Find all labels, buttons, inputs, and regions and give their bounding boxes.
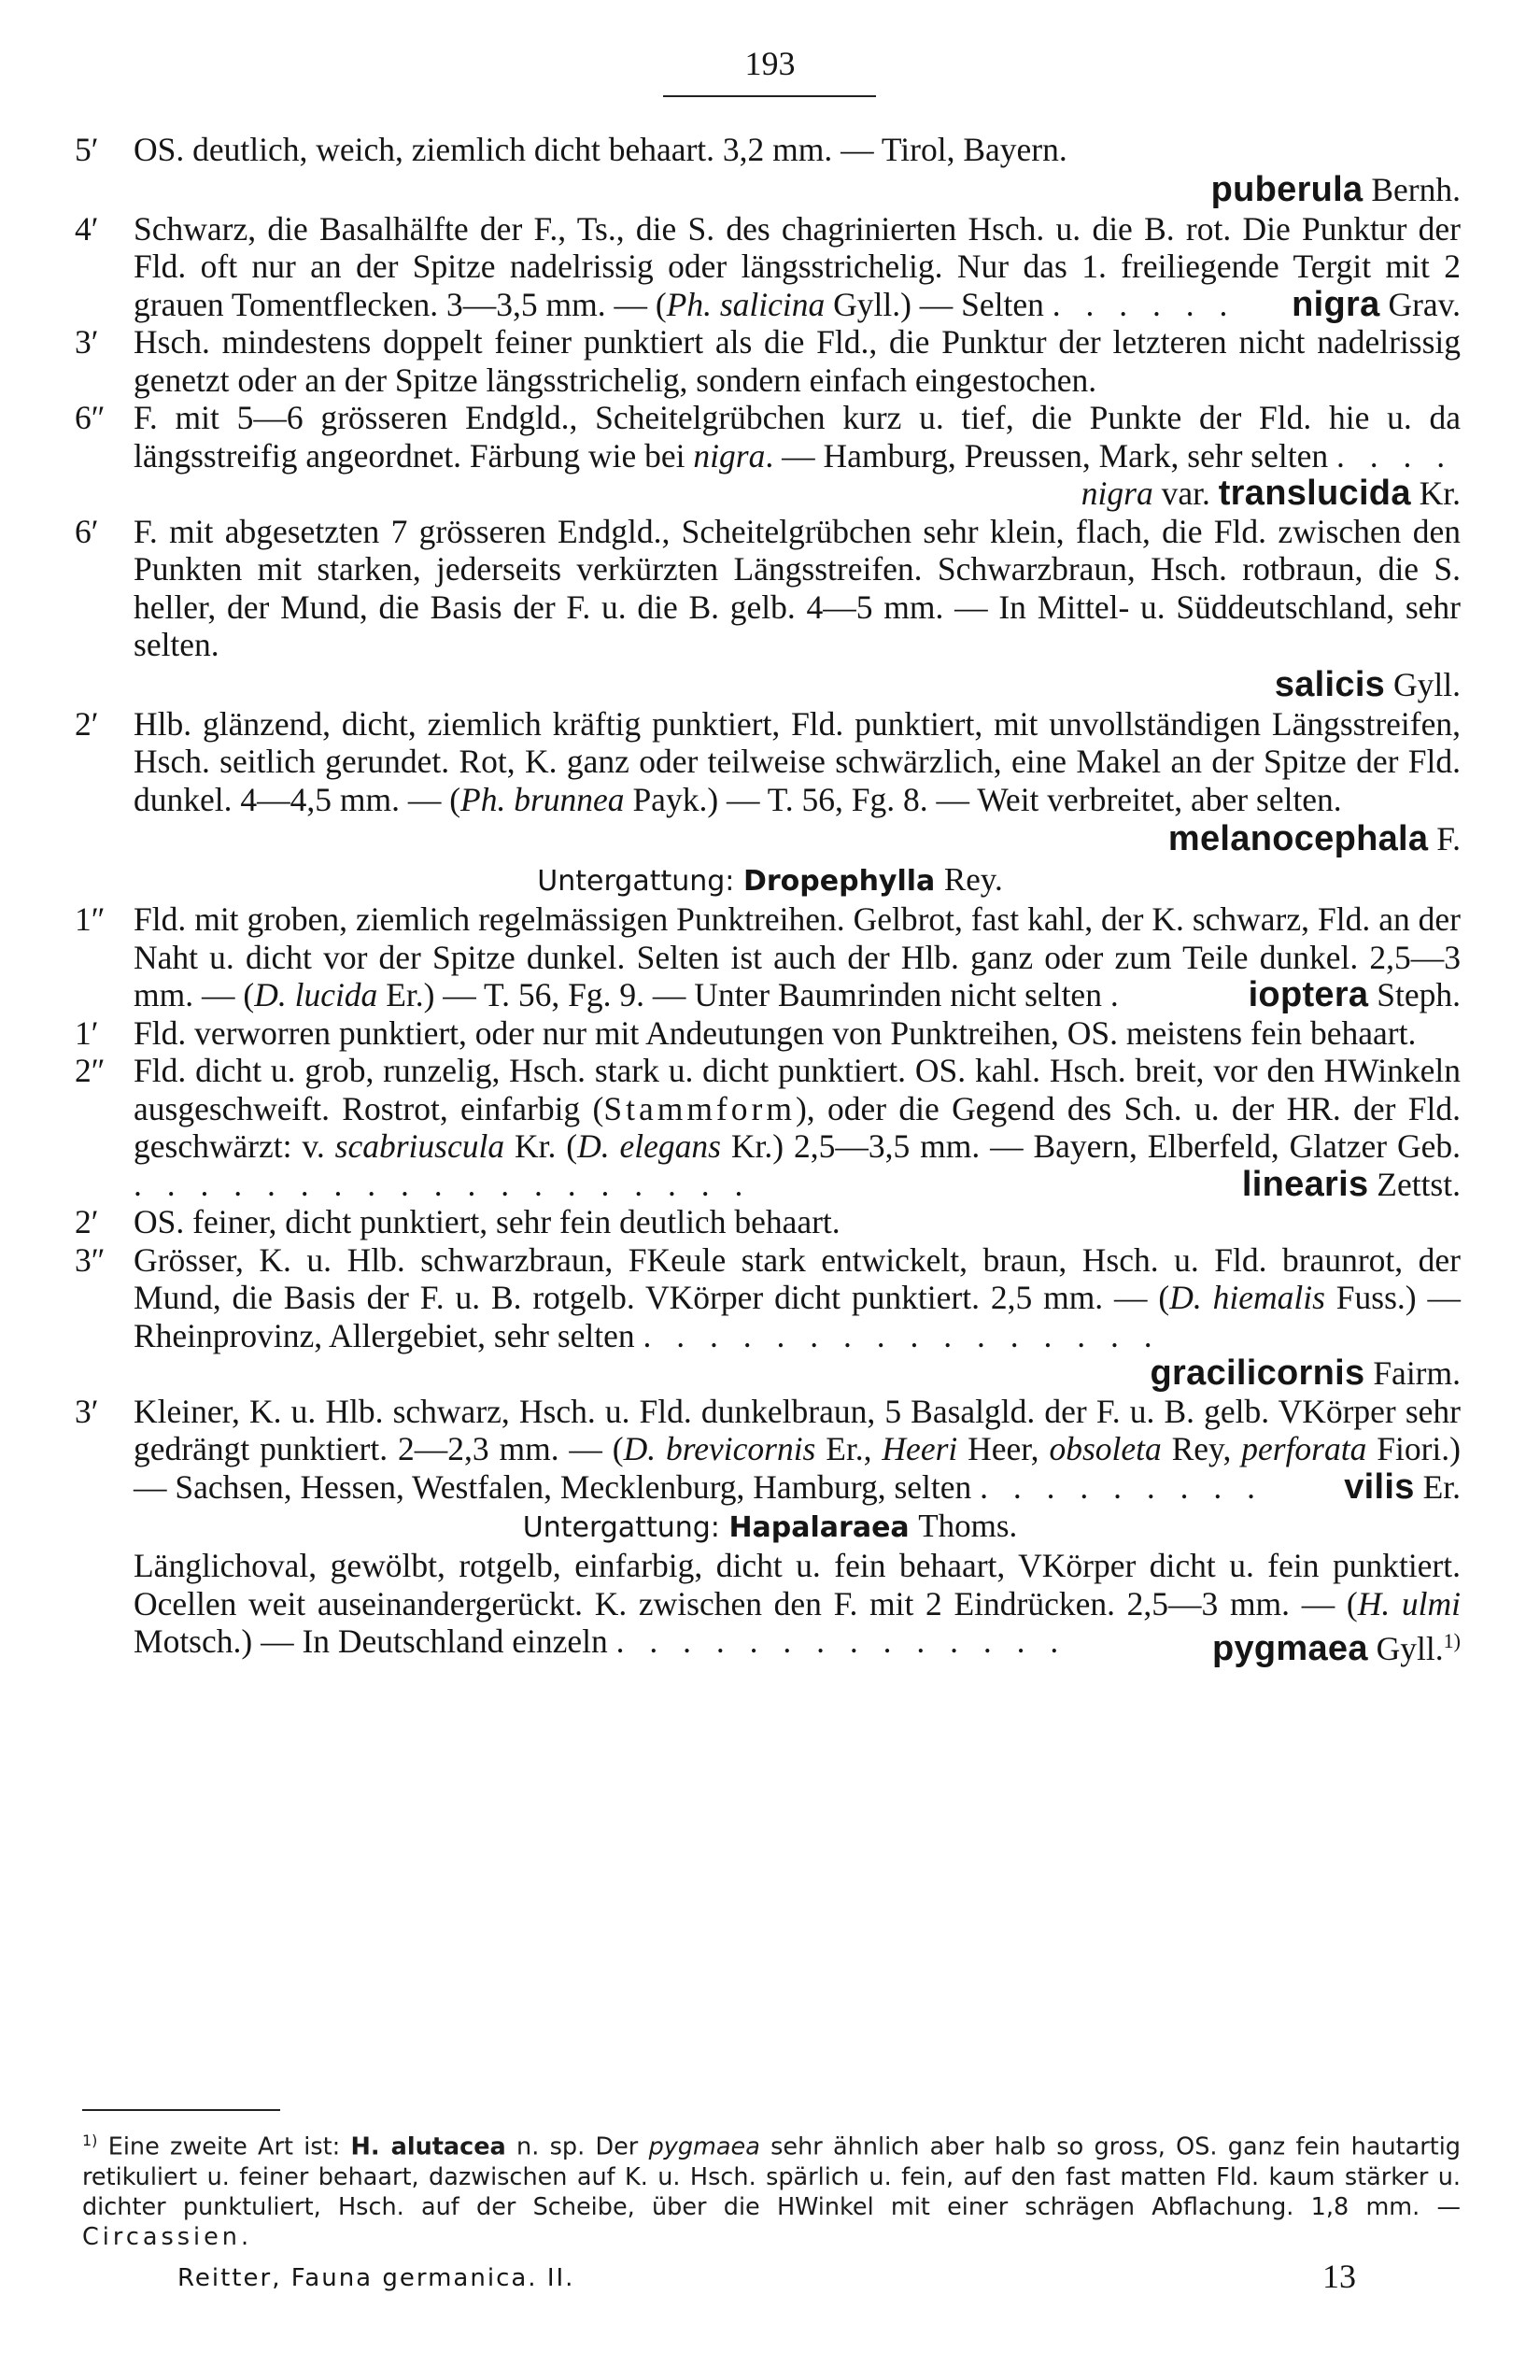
key-entry-2 xyxy=(0,705,1540,819)
couplet-marker: 6″ xyxy=(75,399,106,436)
subgenus-name: Hapalaraea xyxy=(728,1511,910,1544)
synonym: perforata xyxy=(1241,1430,1367,1467)
synonym: H. ulmi xyxy=(1357,1584,1462,1622)
footnote-text: n. sp. Der xyxy=(505,2132,649,2161)
footnote-mark: 1) xyxy=(82,2132,98,2149)
species-name: nigra xyxy=(1292,284,1380,324)
synonym: Ph. brunnea xyxy=(460,780,625,818)
species-line xyxy=(1242,1166,1461,1204)
locality: Circassien xyxy=(82,2222,241,2251)
species-name: salicis xyxy=(1274,664,1386,704)
synonym: obsoleta xyxy=(1049,1430,1162,1467)
entry-text: Fld. mit groben, ziemlich regelmässigen Punktreihen. Gelbrot, fast kahl, der K. schwarz, Fld. an der Naht u. dicht vor der Spitze dunkel. Selten ist auch der Hlb. ganz oder zum Teile dunkel. 2,5—3 mm. — ( xyxy=(134,900,1461,1013)
species-line xyxy=(1344,1468,1461,1507)
species-reference: nigra xyxy=(693,436,766,475)
synonym: D. elegans xyxy=(577,1127,721,1165)
species-author: Bernh. xyxy=(1371,170,1461,208)
entry-text: Payk.) — T. 56, Fg. 8. — Weit verbreitet, aber selten. xyxy=(624,780,1342,818)
dot-leader: . . . . . . . . . . . . . . . . . . . xyxy=(134,1165,752,1203)
footnote xyxy=(82,2126,1461,2252)
synonym: Ph. salicina xyxy=(666,285,826,323)
entry-text: ), oder die Gegend des Sch. u. der HR. der Fld. geschwärzt: v. xyxy=(134,1089,1461,1165)
entry-text: Grösser, K. u. Hlb. schwarzbraun, FKeule stark entwickelt, braun, Hsch. u. Fld. braunrot, der Mund, die Basis der F. u. B. rotgelb. VKörper dicht punktiert. 2,5 mm. — ( xyxy=(134,1240,1461,1316)
entry-text: Kr. ( xyxy=(504,1127,578,1165)
species-author: Gyll. xyxy=(1393,665,1461,703)
species-line xyxy=(1292,286,1461,324)
subgenus-name: Dropephylla xyxy=(742,865,936,898)
dot-leader: . xyxy=(1109,976,1127,1013)
species-author: Zettst. xyxy=(1377,1165,1461,1203)
key-entry-4 xyxy=(0,210,1540,324)
key-entry-6a xyxy=(0,399,1540,513)
synonym: D. lucida xyxy=(254,976,378,1013)
species-author: Er. xyxy=(1422,1467,1461,1506)
subgenus-author: Rey. xyxy=(943,861,1003,898)
entry-text: Hsch. mindestens doppelt feiner punktiert als die Fld., die Punktur der letzteren nicht nadelrissig genetzt oder an der Spitze längsstrichelig, sondern einfach eingestochen. xyxy=(134,323,1461,399)
species-author: Grav. xyxy=(1388,285,1461,323)
entry-text: Kr.) 2,5—3,5 mm. — Bayern, Elberfeld, Glatzer Geb. xyxy=(720,1127,1461,1165)
entry-text: Motsch.) — In Deutschland einzeln xyxy=(134,1622,608,1660)
species-name: translucida xyxy=(1218,474,1411,513)
key-entry-3 xyxy=(0,323,1540,399)
species-reference: pygmaea xyxy=(648,2132,760,2161)
entry-text: Kleiner, K. u. Hlb. schwarz, Hsch. u. Fld. dunkelbraun, 5 Basalgld. der F. u. B. gelb. VKörper sehr gedrängt punktiert. 2—2,3 mm. — ( xyxy=(134,1392,1461,1467)
synonym: D. brevicornis xyxy=(623,1430,816,1467)
new-species-name: H. alutacea xyxy=(350,2132,506,2161)
entry-text: Heer, xyxy=(957,1430,1050,1467)
dot-leader: . . . . . . xyxy=(1052,285,1236,323)
species-author: Steph. xyxy=(1377,976,1461,1013)
species-name: gracilicornis xyxy=(1150,1353,1365,1393)
footnote-rule xyxy=(82,2109,280,2111)
entry-text: Gyll.) — Selten xyxy=(825,285,1044,323)
key-entry-d2a xyxy=(0,1052,1540,1203)
key-entry-d1a xyxy=(0,900,1540,1014)
couplet-marker: 1′ xyxy=(75,1013,99,1052)
page-number: 193 xyxy=(744,45,796,82)
entry-text: OS. feiner, dicht punktiert, sehr fein deutlich behaart. xyxy=(134,1203,841,1240)
key-entry-d2b xyxy=(0,1203,1540,1241)
dot-leader: . . . . xyxy=(1335,436,1454,475)
subgenus-heading xyxy=(0,859,1540,900)
variety-label: var. xyxy=(1152,475,1210,512)
species-line xyxy=(1249,976,1461,1014)
footnote-reference: 1) xyxy=(1443,1629,1461,1652)
entry-text: F. mit 5—6 grösseren Endgld., Scheitelgrübchen kurz u. tief, die Punkte der Fld. hie u. da längsstreifig angeordnet. Färbung wie bei xyxy=(134,399,1461,475)
key-entries xyxy=(0,131,1540,1667)
species-line xyxy=(1081,475,1461,513)
entry-text: OS. deutlich, weich, ziemlich dicht behaart. 3,2 mm. — Tirol, Bayern. xyxy=(134,131,1067,168)
species-name: puberula xyxy=(1210,169,1363,209)
key-entry-5 xyxy=(0,131,1540,169)
species-author: Gyll. xyxy=(1376,1629,1444,1667)
synonym: Heeri xyxy=(882,1430,958,1467)
subgenus-heading xyxy=(0,1506,1540,1547)
entry-text: Rey, xyxy=(1161,1430,1242,1467)
variety-name: scabriuscula xyxy=(334,1127,505,1165)
entry-text: Fld. dicht u. grob, runzelig, Hsch. stark u. dicht punktiert. OS. kahl. Hsch. breit, vor den HWinkeln ausgeschweift. Rostrot, einfarbig ( xyxy=(134,1052,1461,1127)
book-signature: Reitter, Fauna germanica. II. xyxy=(177,2264,575,2292)
entry-text: . — Hamburg, Preussen, Mark, sehr selten xyxy=(765,436,1329,475)
dot-leader: . . . . . . . . . xyxy=(980,1467,1264,1506)
dot-leader: . . . . . . . . . . . . . . xyxy=(615,1622,1067,1660)
couplet-marker: 3″ xyxy=(75,1240,106,1279)
couplet-marker: 2″ xyxy=(75,1052,106,1089)
entry-text: Schwarz, die Basalhälfte der F., Ts., die S. des chagrinierten Hsch. u. die B. rot. Die Punktur der Fld. oft nur an der Spitze nadelrissig oder längsstrichelig. Nur das 1. freiliegende Tergit mit 2 grauen Tomentflecken. 3—3,5 mm. — ( xyxy=(134,209,1461,323)
sheet-number: 13 xyxy=(1322,2258,1356,2295)
couplet-marker: 2′ xyxy=(75,704,99,743)
couplet-marker: 3′ xyxy=(75,323,99,361)
subgenus-label: Untergattung: xyxy=(537,865,735,898)
species-name: vilis xyxy=(1344,1466,1415,1507)
spaced-term: Stammform xyxy=(603,1089,796,1127)
species-name: linearis xyxy=(1241,1164,1369,1204)
footnote-text: Eine zweite Art ist: xyxy=(97,2132,351,2161)
species-name: melanocephala xyxy=(1167,819,1429,858)
species-name: pygmaea xyxy=(1211,1628,1368,1668)
entry-text: Er., xyxy=(815,1430,883,1467)
couplet-marker: 3′ xyxy=(75,1392,99,1430)
species-line xyxy=(0,169,1540,210)
hapalaraea-description xyxy=(0,1547,1540,1667)
key-entry-d1b xyxy=(0,1014,1540,1053)
species-author: Kr. xyxy=(1419,475,1461,512)
couplet-marker: 4′ xyxy=(75,209,99,248)
key-entry-d3a xyxy=(0,1241,1540,1393)
entry-text: Hlb. glänzend, dicht, ziemlich kräftig punktiert, Fld. punktiert, mit unvollständigen Längsstreifen, Hsch. seitlich gerundet. Rot, K. ganz oder teilweise schwärzlich, eine Makel an der Spitze der Fld. dunkel. 4—4,5 mm. — ( xyxy=(134,704,1461,818)
subgenus-label: Untergattung: xyxy=(522,1511,720,1544)
entry-text: Er.) — T. 56, Fg. 9. — Unter Baumrinden nicht selten xyxy=(377,976,1102,1013)
couplet-marker: 6′ xyxy=(75,512,99,550)
dot-leader: . . . . . . . . . . . . . . . . xyxy=(643,1316,1161,1354)
species-line xyxy=(1151,1354,1461,1393)
entry-text: Länglichoval, gewölbt, rotgelb, einfarbig, dicht u. fein behaart, VKörper dicht u. fein punktiert. Ocellen weit auseinandergerückt. K. zwischen den F. mit 2 Eindrücken. 2,5—3 mm. — ( xyxy=(134,1547,1461,1622)
footnote-text: sehr ähnlich aber halb so gross, OS. ganz fein hautartig retikuliert u. feiner behaart, dazwischen auf K. u. Hsch. spärlich u. fein, auf den fast matten Fld. kaum stärker u. dichter punktuliert, Hsch. auf der Scheibe, über die HWinkel mit einer schrägen Abflachung. 1,8 mm. — xyxy=(82,2132,1461,2221)
species-line xyxy=(0,664,1540,705)
species-author: Fairm. xyxy=(1373,1354,1461,1392)
species-author: F. xyxy=(1436,820,1461,857)
couplet-marker: 2′ xyxy=(75,1203,99,1240)
key-entry-d3b xyxy=(0,1393,1540,1507)
key-entry-6b xyxy=(0,513,1540,664)
couplet-marker: 5′ xyxy=(75,131,99,168)
species-name: ioptera xyxy=(1248,975,1369,1014)
subgenus-author: Thoms. xyxy=(918,1508,1018,1544)
footnote-text: . xyxy=(240,2222,249,2251)
entry-text: F. mit abgesetzten 7 grösseren Endgld., Scheitelgrübchen sehr klein, flach, die Fld. zwischen den Punkten mit starken, jederseits verkürzten Längsstreifen. Schwarzbraun, Hsch. rotbraun, die S. heller, der Mund, die Basis der F. u. die B. gelb. 4—5 mm. — In Mittel- u. Süddeutschland, sehr selten. xyxy=(134,512,1461,663)
entry-text: Fuss.) — Rheinprovinz, Allergebiet, sehr selten xyxy=(134,1279,1461,1354)
header-rule xyxy=(663,95,876,97)
species-line xyxy=(1212,1622,1461,1667)
synonym: D. hiemalis xyxy=(1169,1279,1325,1316)
entry-text: Fld. verworren punktiert, oder nur mit Andeutungen von Punktreihen, OS. meistens fein behaart. xyxy=(134,1013,1417,1052)
entry-text: Fiori.) — Sachsen, Hessen, Westfalen, Mecklenburg, Hamburg, selten xyxy=(134,1430,1461,1506)
couplet-marker: 1″ xyxy=(75,900,106,938)
species-reference: nigra xyxy=(1081,475,1153,512)
species-line xyxy=(0,818,1540,859)
